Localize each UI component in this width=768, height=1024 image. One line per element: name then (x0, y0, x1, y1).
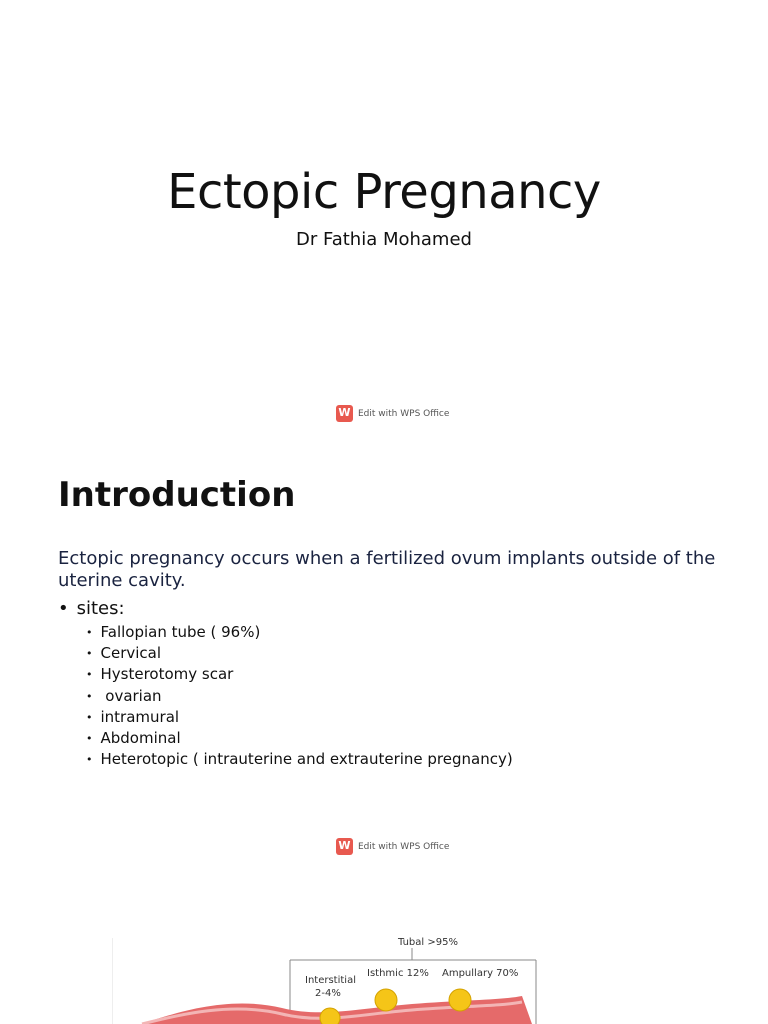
site-item-text: Fallopian tube ( 96%) (100, 623, 261, 641)
list-item (86, 622, 513, 643)
bullet-icon: • (86, 753, 93, 767)
bullet-icon: • (86, 710, 93, 724)
site-item-text: Abdominal (100, 729, 181, 748)
sites-bullet (58, 598, 125, 619)
site-item-text: ovarian (100, 686, 162, 705)
interstitial-label: Interstitial (305, 975, 356, 986)
ampullary-implant (449, 989, 471, 1011)
list-item (86, 728, 513, 749)
wps-watermark-text: Edit with WPS Office (358, 841, 450, 852)
ectopic-sites-diagram (112, 930, 542, 1024)
introduction-text: Ectopic pregnancy occurs when a fertilized ovum implants outside of the uterine cavity. (58, 548, 716, 591)
wps-watermark[interactable] (336, 405, 449, 422)
list-item (86, 664, 513, 685)
bullet-icon: • (86, 668, 93, 682)
site-item-text: Hysterotomy scar (100, 665, 234, 684)
wps-logo-icon (336, 405, 353, 422)
site-item-text: Cervical (100, 644, 162, 663)
fallopian-tube-diagram (112, 930, 542, 1024)
presentation-title: Ectopic Pregnancy (167, 164, 601, 220)
title-slide (0, 0, 768, 433)
bullet-icon: • (86, 626, 93, 639)
wps-logo-icon (336, 838, 353, 855)
tubal-label: Tubal >95% (398, 937, 458, 948)
site-item-text: intramural (100, 707, 180, 726)
bullet-icon: • (58, 598, 69, 619)
wps-watermark[interactable] (336, 838, 449, 855)
list-item (86, 707, 513, 728)
bullet-icon: • (86, 732, 93, 746)
isthmic-label: Isthmic 12% (367, 968, 429, 979)
interstitial-implant (320, 1008, 340, 1024)
introduction-heading: Introduction (58, 475, 296, 515)
interstitial-percent: 2-4% (315, 988, 341, 999)
isthmic-implant (375, 989, 397, 1011)
bullet-icon: • (86, 689, 93, 703)
list-item (86, 643, 513, 664)
list-item (86, 686, 513, 707)
wps-watermark-text: Edit with WPS Office (358, 408, 450, 419)
sites-list (86, 622, 513, 770)
bullet-icon: • (86, 647, 93, 661)
sites-label-text: sites: (76, 598, 125, 619)
author-name: Dr Fathia Mohamed (296, 229, 472, 250)
ampullary-label: Ampullary 70% (442, 968, 519, 979)
site-item-text: Heterotopic ( intrauterine and extrauterine pregnancy) (100, 750, 513, 769)
list-item (86, 749, 513, 770)
